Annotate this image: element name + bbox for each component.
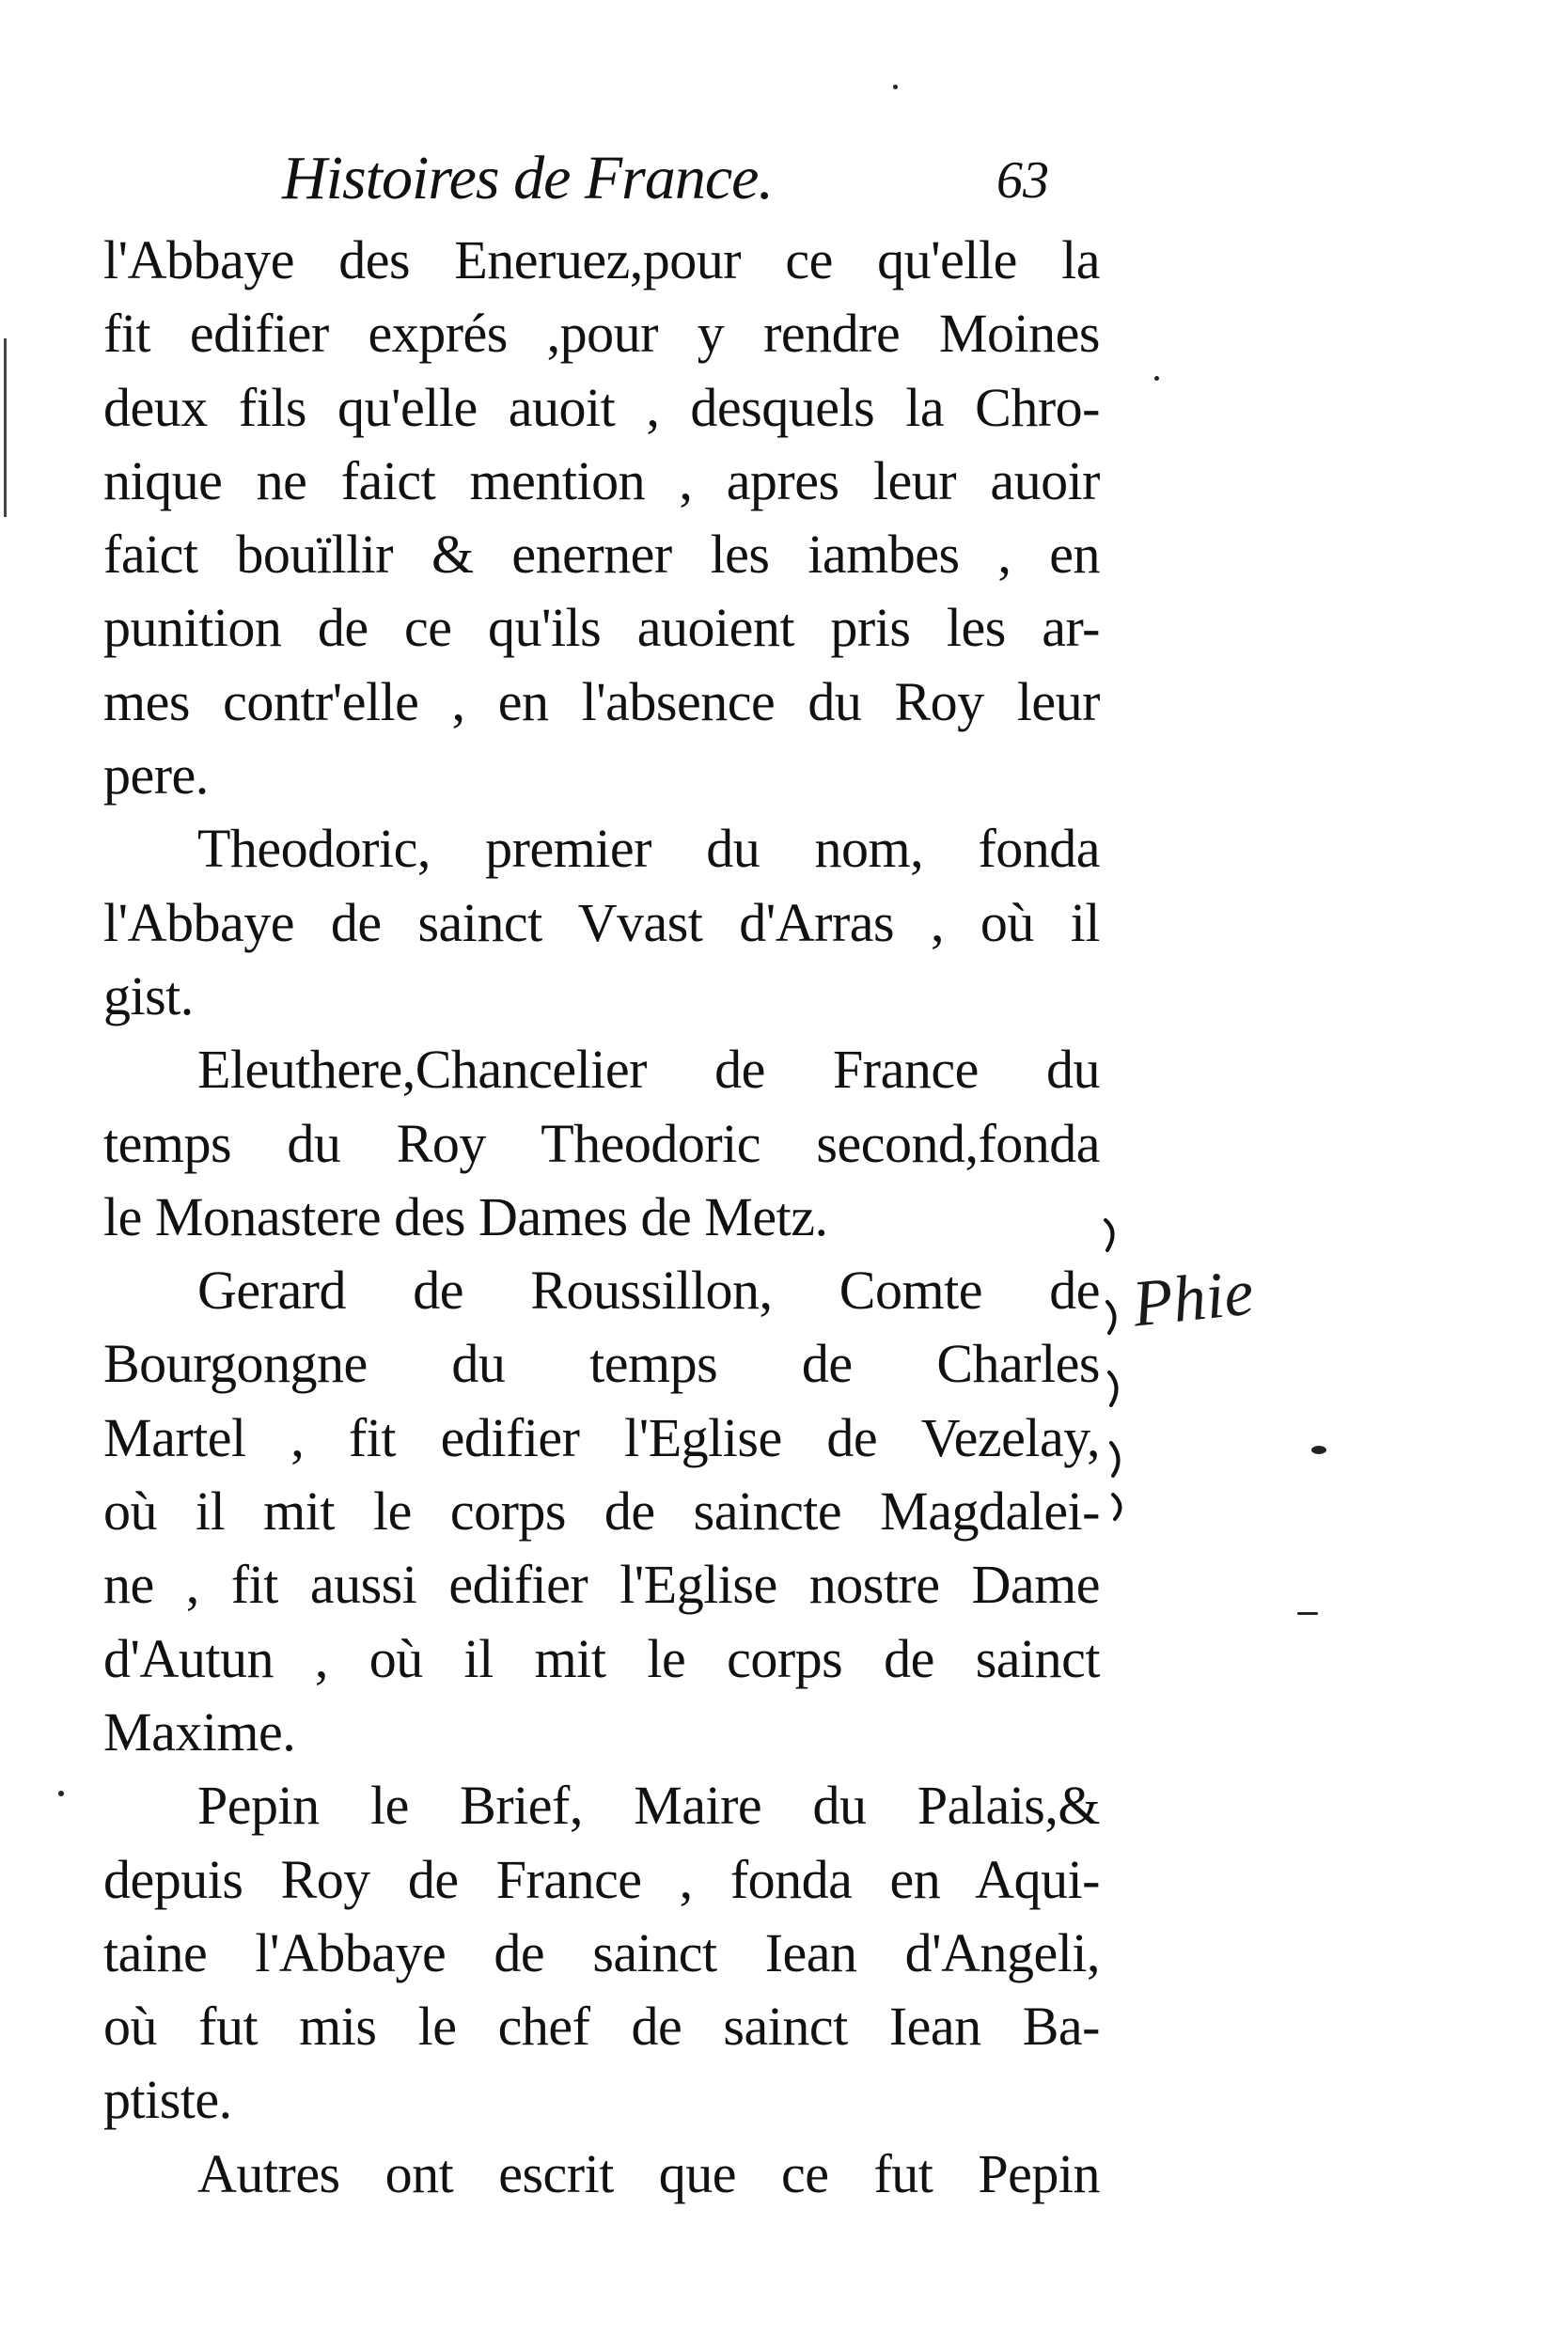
paragraph-start: Theodoric, premier du nom, fonda [197, 818, 1100, 880]
text-line: depuis Roy de France , fonda en Aqui- [103, 1848, 1100, 1910]
text-line: pere. [103, 744, 209, 807]
margin-bracket [1098, 1213, 1136, 1523]
handwritten-margin-note: Phie [1129, 1256, 1257, 1341]
text-line: ptiste. [103, 2069, 232, 2131]
text-line: le Monastere des Dames de Metz. [103, 1185, 828, 1247]
paragraph-start: Autres ont escrit que ce fut Pepin [197, 2142, 1100, 2204]
page-number: 63 [996, 151, 1049, 210]
page-header [273, 141, 1119, 226]
text-line: l'Abbaye de sainct Vvast d'Arras , où il [103, 891, 1100, 953]
text-line: nique ne faict mention , apres leur auoir [103, 449, 1100, 511]
paragraph-start: Gerard de Roussillon, Comte de [197, 1260, 1100, 1322]
ink-speck [1297, 1612, 1318, 1615]
text-line: fit edifier exprés ,pour y rendre Moines [103, 303, 1100, 365]
text-line: punition de ce qu'ils auoient pris les ar- [103, 597, 1100, 659]
text-line: où fut mis le chef de sainct Iean Ba- [103, 1996, 1100, 2058]
text-line: Bourgongne du temps de Charles [103, 1333, 1100, 1395]
text-line: taine l'Abbaye de sainct Iean d'Angeli, [103, 1921, 1100, 1983]
text-line: où il mit le corps de saincte Magdalei- [103, 1480, 1100, 1543]
text-line: mes contr'elle , en l'absence du Roy leur [103, 670, 1100, 732]
ink-speck [58, 1791, 64, 1796]
text-line: faict bouïllir & enerner les iambes , en [103, 524, 1100, 586]
ink-speck [1311, 1446, 1326, 1454]
text-line: deux fils qu'elle auoit , desquels la Chro- [103, 376, 1100, 438]
running-title: Histoires de France. [282, 144, 773, 212]
text-line: Martel , fit edifier l'Eglise de Vezelay, [103, 1406, 1100, 1468]
ink-speck [1154, 376, 1159, 381]
text-line: ne , fit aussi edifier l'Eglise nostre Dame [103, 1554, 1100, 1616]
body-text [103, 224, 1100, 2211]
text-line: temps du Roy Theodoric second,fonda [103, 1112, 1100, 1174]
text-line: gist. [103, 964, 194, 1026]
paragraph-start: Eleuthere,Chancelier de France du [197, 1039, 1100, 1101]
text-line: l'Abbaye des Eneruez,pour ce qu'elle la [103, 229, 1100, 290]
paragraph-start: Pepin le Brief, Maire du Palais,& [197, 1775, 1100, 1837]
bracket-stroke [1105, 1220, 1121, 1519]
text-line: Maxime. [103, 1700, 296, 1762]
binding-shadow [4, 338, 7, 517]
ink-speck [893, 85, 898, 89]
text-line: d'Autun , où il mit le corps de sainct [103, 1627, 1100, 1689]
